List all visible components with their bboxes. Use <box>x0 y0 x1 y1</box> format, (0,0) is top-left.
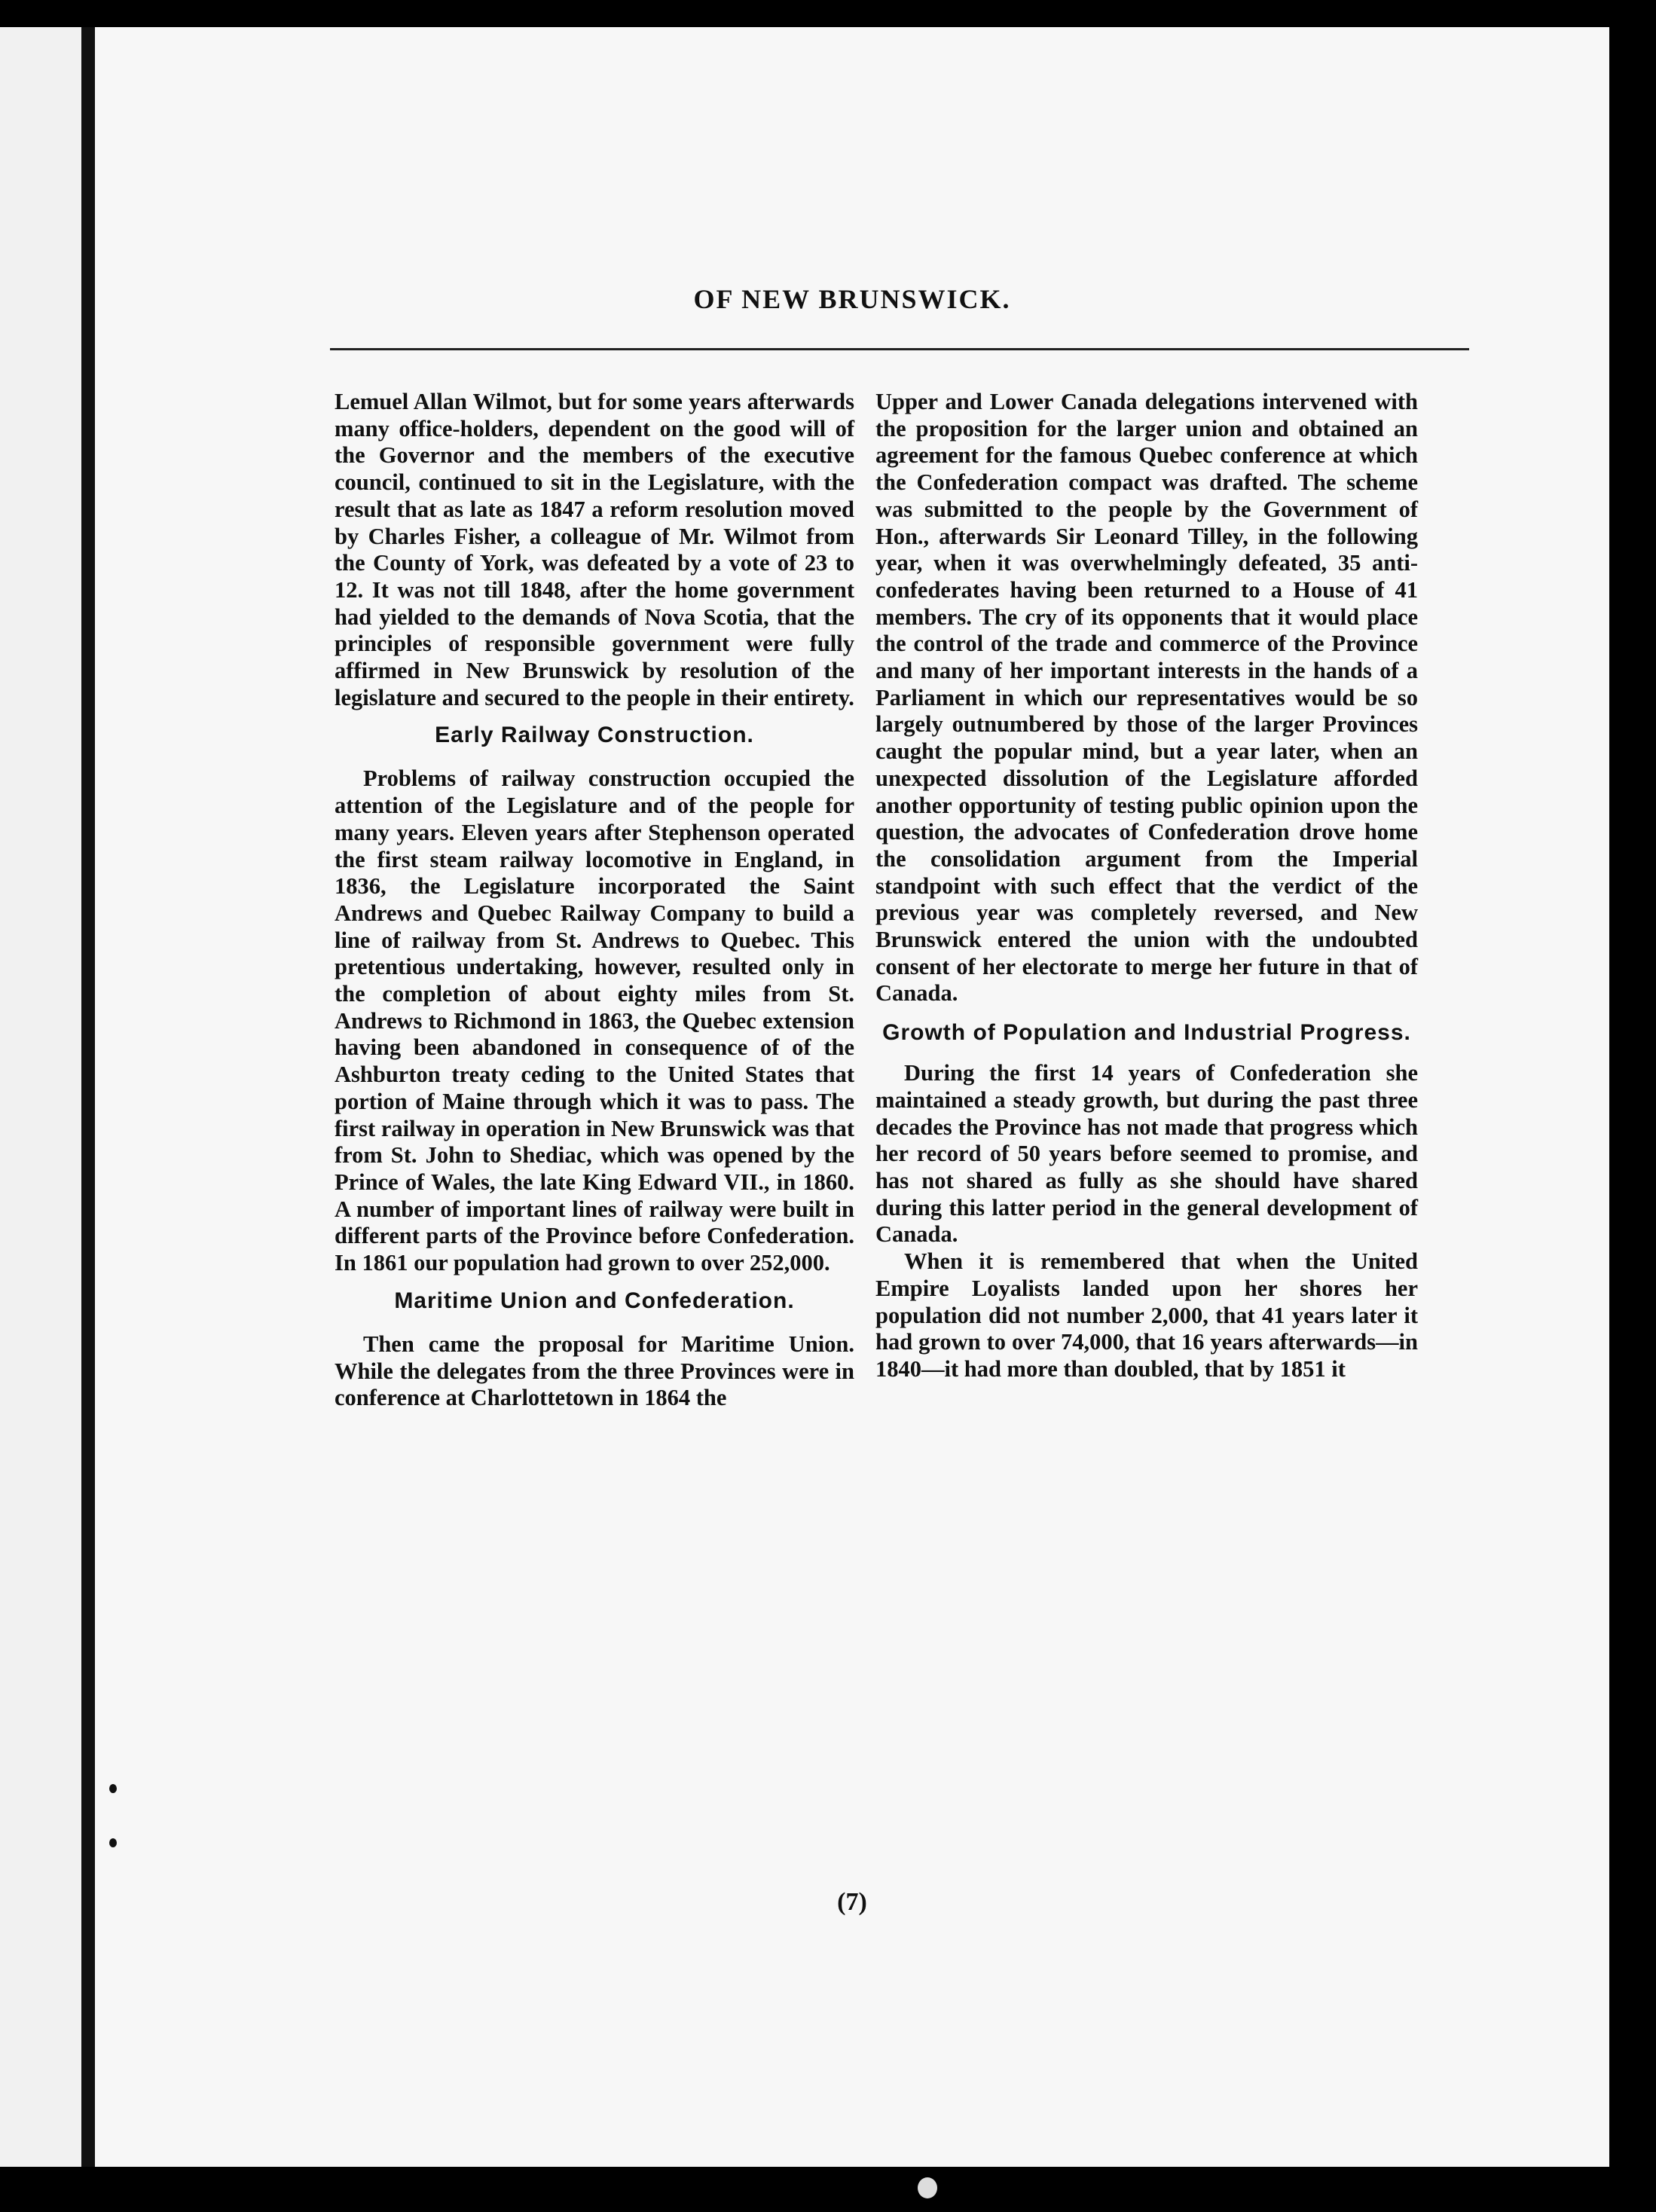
binding-hole-mark <box>109 1784 117 1793</box>
paragraph: When it is remembered that when the United Empire Loyalists landed upon her shores her population did not number 2,000, that 41 years later it had grown to over 74,000, that 16 years afterwards—in 1840—it had more than doubled, that by 1851 it <box>875 1248 1418 1382</box>
running-header: OF NEW BRUNSWICK. <box>693 284 1011 314</box>
paragraph: Upper and Lower Canada delegations intervened with the proposition for the larger union and obtained an agreement for the famous Quebec conference at which the Confederation compact was drafted. The scheme was submitted to the people by the Government of Hon., afterwards Sir Leonard Tilley, in the following year, when it was overwhelmingly defeated, 35 anti-confederates having been returned to a House of 41 members. The cry of its opponents that it would place the control of the trade and commerce of the Province and many of her important interests in the hands of a Parliament in which our representatives would be so largely outnumbered by those of the larger Provinces caught the popular mind, but a year later, when an unexpected dissolution of the Legislature afforded another opportunity of testing public opinion upon the question, the advocates of Confederation drove home the consolidation argument from the Imperial standpoint with such effect that the verdict of the previous year was completely reversed, and New Brunswick entered the union with the undoubted consent of her electorate to merge her future in that of Canada. <box>875 389 1418 1007</box>
right-column <box>875 389 1418 1383</box>
header-rule <box>330 348 1469 350</box>
paragraph: During the first 14 years of Confederation she maintained a steady growth, but during the past three decades the Province has not made that progress which her record of 50 years before seemed to promise, and has not shared as fully as she should have shared during this latter period in the general development of Canada. <box>875 1060 1418 1248</box>
paragraph: Then came the proposal for Maritime Union. While the delegates from the three Provinces were in conference at Charlottetown in 1864 the <box>335 1331 854 1411</box>
section-heading: Growth of Population and Industrial Progress. <box>882 1020 1411 1046</box>
section-heading: Maritime Union and Confederation. <box>394 1288 795 1313</box>
paragraph: Lemuel Allan Wilmot, but for some years afterwards many office-holders, dependent on the good will of the Governor and the members of the executive council, continued to sit in the Legislature, with the result that as late as 1847 a reform resolution moved by Charles Fisher, a colleague of Mr. Wilmot from the County of York, was defeated by a vote of 23 to 12. It was not till 1848, after the home government had yielded to the demands of Nova Scotia, that the principles of responsible government were fully affirmed in New Brunswick by resolution of the legislature and secured to the people in their entirety. <box>335 389 854 710</box>
binding-hole-mark <box>109 1838 117 1847</box>
section-heading: Early Railway Construction. <box>435 723 754 748</box>
scan-speck-mark <box>918 2177 937 2198</box>
facing-page-edge <box>0 27 89 2167</box>
paragraph: Problems of railway construction occupied the attention of the Legislature and of the people for many years. Eleven years after Stephenson operated the first steam railway locomotive in England, in 1836, the Legislature incorporated the Saint Andrews and Quebec Railway Company to build a line of railway from St. Andrews to Quebec. This pretentious undertaking, however, resulted only in the completion of about eighty miles from St. Andrews to Richmond in 1863, the Quebec extension having been abandoned in consequence of of the Ashburton treaty ceding to the United States that portion of Maine through which it was to pass. The first railway in operation in New Brunswick was that from St. John to Shediac, which was opened by the Prince of Wales, the late King Edward VII., in 1860. A number of important lines of railway were built in different parts of the Province before Confederation. In 1861 our population had grown to over 252,000. <box>335 765 854 1276</box>
page-gutter <box>81 27 95 2167</box>
page-number: (7) <box>837 1888 867 1916</box>
book-page <box>95 27 1609 2167</box>
left-column <box>335 389 854 1412</box>
